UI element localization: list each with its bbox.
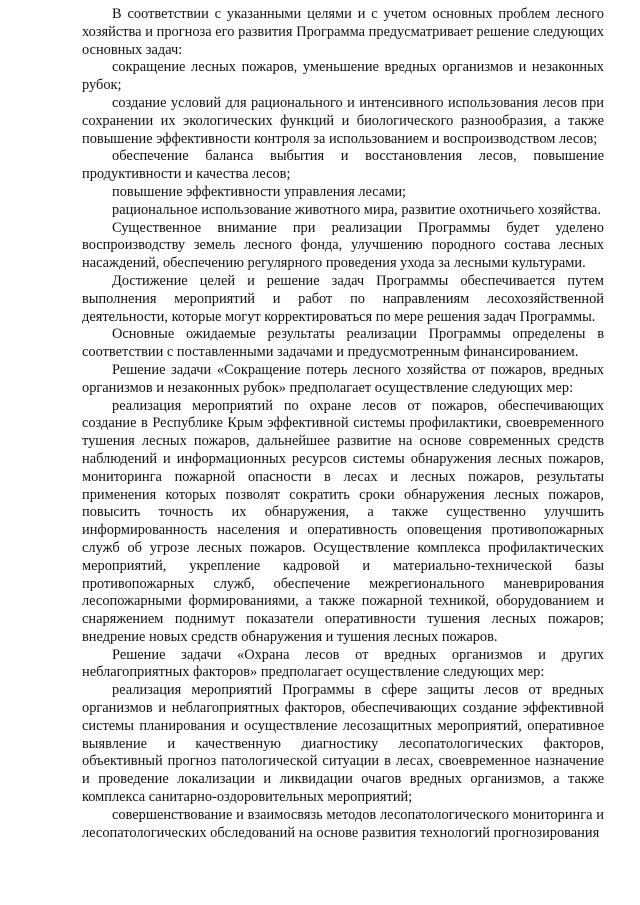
paragraph-intro: В соответствии с указанными целями и с учетом основных проблем лесного хозяйства и прогноза его развития Программа предусматривает решение следующих основных задач: bbox=[82, 6, 604, 58]
paragraph-task-wildlife: рациональное использование животного мира, развитие охотничьего хозяйства. bbox=[112, 201, 601, 218]
paragraph-results: Основные ожидаемые результаты реализации Программы определены в соответствии с поставленными задачами и предусмотренным финансированием. bbox=[82, 326, 604, 361]
paragraph-attention: Существенное внимание при реализации Программы будет уделено воспроизводству земель лесного фонда, улучшению породного состава лесных насаждений, обеспечению регулярного проведения ухода за лесными культурами. bbox=[82, 219, 604, 272]
paragraph-fire-measures: реализация мероприятий по охране лесов от пожаров, обеспечивающих создание в Республике Крым эффективной системы профилактики, своевременного тушения лесных пожаров, дальнейшее развитие на основе современных средств наблюдений и информационных ресурсов системы обнаружения лесных пожаров, мониторинга пожарной опасности в лесах и лесных пожаров, результаты применения которых позволят сократить сроки обнаружения лесных пожаров, повысить точность их обнаружения, а также существенно улучшить информированность населения и оперативность оповещения противопожарных служб об угрозе лесных пожаров. Осуществление комплекса профилактических мероприятий, укрепление кадровой и материально-технической базы противопожарных служб, обеспечение межрегионального маневрирования лесопожарными формированиями, а также пожарной техникой, оборудованием и снаряжением поднимут показатели оперативности тушения лесных пожаров; внедрение новых средств обнаружения и тушения лесных пожаров. bbox=[82, 397, 604, 645]
document-body bbox=[82, 6, 604, 842]
paragraph-achievement: Достижение целей и решение задач Программы обеспечивается путем выполнения мероприятий и работ по направлениям лесохозяйственной деятельности, которые могут корректироваться по мере решения задач Программы. bbox=[82, 272, 604, 325]
paragraph-task-conditions: создание условий для рационального и интенсивного использования лесов при сохранении их экологических функций и биологического разнообразия, а также повышение эффективности контроля за использованием и воспроизводством лесов; bbox=[82, 94, 604, 147]
paragraph-task-balance: обеспечение баланса выбытия и восстановления лесов, повышение продуктивности и качества лесов; bbox=[82, 148, 604, 183]
paragraph-pest-measures: реализация мероприятий Программы в сфере защиты лесов от вредных организмов и неблагоприятных факторов, обеспечивающих создание эффективной системы планирования и осуществление лесозащитных мероприятий, оперативное выявление и качественную диагностику лесопатологических факторов, объективный прогноз патологической ситуации в лесах, своевременное назначение и проведение локализации и ликвидации очагов вредных организмов, а также комплекса санитарно-оздоровительных мероприятий; bbox=[82, 682, 604, 806]
paragraph-pest-task-heading: Решение задачи «Охрана лесов от вредных организмов и других неблагоприятных факторов» предполагает осуществление следующих мер: bbox=[82, 646, 604, 681]
paragraph-monitoring: совершенствование и взаимосвязь методов лесопатологического мониторинга и лесопатологических обследований на основе развития технологий прогнозирования bbox=[82, 806, 604, 841]
paragraph-task-management: повышение эффективности управления лесами; bbox=[112, 183, 407, 200]
paragraph-fire-task-heading: Решение задачи «Сокращение потерь лесного хозяйства от пожаров, вредных организмов и незаконных рубок» предполагает осуществление следующих мер: bbox=[82, 361, 604, 396]
paragraph-task-fires: сокращение лесных пожаров, уменьшение вредных организмов и незаконных рубок; bbox=[82, 59, 604, 94]
